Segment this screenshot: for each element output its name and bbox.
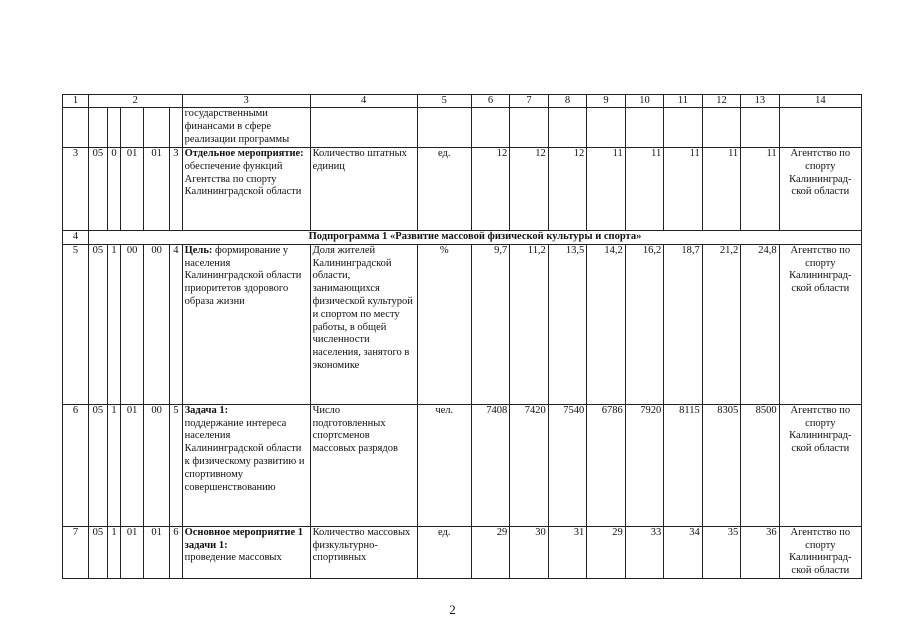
- code-cell: 1: [107, 404, 121, 526]
- header-cell: 2: [89, 95, 183, 108]
- row-number: 6: [63, 404, 89, 526]
- code-cell: 0: [107, 148, 121, 231]
- code-cell: 5: [170, 404, 183, 526]
- value-cell: 8305: [702, 404, 740, 526]
- value-cell: 12: [548, 148, 586, 231]
- value-cell: 6786: [587, 404, 625, 526]
- value-cell: 21,2: [702, 244, 740, 404]
- code-cell: 4: [170, 244, 183, 404]
- code-cell: 01: [121, 148, 144, 231]
- value-cell: 13,5: [548, 244, 586, 404]
- header-cell: 10: [625, 95, 663, 108]
- code-cell: 05: [89, 404, 108, 526]
- header-cell: 5: [417, 95, 471, 108]
- cell-description: государственными финансами в сфере реализации программы: [182, 108, 310, 148]
- cell-description: [182, 404, 310, 526]
- table-row: [63, 231, 862, 245]
- code-cell: 05: [89, 526, 108, 578]
- value-cell: 34: [664, 526, 702, 578]
- value-cell: 31: [548, 526, 586, 578]
- cell-description: [182, 526, 310, 578]
- value-cell: 8500: [741, 404, 779, 526]
- table-row: [63, 108, 862, 148]
- code-cell: 00: [144, 244, 170, 404]
- description-text: поддержание интереса населения Калининградской области к физическому развитию и спортивному совершенствованию: [184, 417, 305, 493]
- value-cell: 12: [471, 148, 509, 231]
- cell-indicator: Количество массовых физкультурно-спортивных: [310, 526, 417, 578]
- code-cell: 01: [121, 526, 144, 578]
- code-cell: 05: [89, 244, 108, 404]
- description-text: проведение массовых: [184, 552, 282, 564]
- header-cell: 13: [741, 95, 779, 108]
- value-cell: 29: [471, 526, 509, 578]
- row-number: 4: [63, 231, 89, 245]
- subprogram-title: Подпрограмма 1 «Развитие массовой физической культуры и спорта»: [89, 231, 862, 245]
- code-cell: 01: [121, 404, 144, 526]
- value-cell: 11: [587, 148, 625, 231]
- value-cell: 30: [510, 526, 548, 578]
- cell-unit: %: [417, 244, 471, 404]
- description-text: обеспечение функций Агентства по спорту Калининградской области: [184, 160, 302, 198]
- header-cell: 14: [779, 95, 861, 108]
- cell-responsible: Агентство по спорту Калининград-ской области: [779, 244, 861, 404]
- value-cell: 24,8: [741, 244, 779, 404]
- cell-indicator: Доля жителей Калининградской области, занимающихся физической культурой и спортом по месту работы, в общей численности населения, занятого в экономике: [310, 244, 417, 404]
- cell-unit: чел.: [417, 404, 471, 526]
- value-cell: 16,2: [625, 244, 663, 404]
- value-cell: 14,2: [587, 244, 625, 404]
- row-number: 3: [63, 148, 89, 231]
- description-label: Основное мероприятие 1 задачи 1:: [184, 526, 303, 551]
- value-cell: 7408: [471, 404, 509, 526]
- header-cell: 3: [182, 95, 310, 108]
- cell-description: [182, 148, 310, 231]
- cell-responsible: Агентство по спорту Калининград-ской области: [779, 404, 861, 526]
- value-cell: 8115: [664, 404, 702, 526]
- cell-indicator: Количество штатных единиц: [310, 148, 417, 231]
- value-cell: 18,7: [664, 244, 702, 404]
- cell-unit: ед.: [417, 148, 471, 231]
- value-cell: 29: [587, 526, 625, 578]
- value-cell: 11: [741, 148, 779, 231]
- description-label: Цель:: [184, 244, 213, 256]
- table-row: [63, 244, 862, 404]
- code-cell: 00: [121, 244, 144, 404]
- code-cell: 3: [170, 148, 183, 231]
- table-row: [63, 526, 862, 578]
- code-cell: 6: [170, 526, 183, 578]
- header-row: [63, 95, 862, 108]
- value-cell: 36: [741, 526, 779, 578]
- code-cell: 00: [144, 404, 170, 526]
- cell-indicator: Число подготовленных спортсменов массовых разрядов: [310, 404, 417, 526]
- value-cell: 35: [702, 526, 740, 578]
- code-cell: 01: [144, 526, 170, 578]
- value-cell: 33: [625, 526, 663, 578]
- code-cell: 01: [144, 148, 170, 231]
- description-label: Задача 1:: [184, 404, 229, 416]
- value-cell: 7420: [510, 404, 548, 526]
- program-indicators-table: [62, 94, 862, 579]
- table-row: [63, 404, 862, 526]
- cell-unit: ед.: [417, 526, 471, 578]
- page-number: 2: [449, 602, 456, 617]
- header-cell: 6: [471, 95, 509, 108]
- header-cell: 12: [702, 95, 740, 108]
- value-cell: 11: [702, 148, 740, 231]
- header-cell: 9: [587, 95, 625, 108]
- value-cell: 7920: [625, 404, 663, 526]
- cell-responsible: Агентство по спорту Калининград-ской области: [779, 526, 861, 578]
- value-cell: 7540: [548, 404, 586, 526]
- header-cell: 11: [664, 95, 702, 108]
- header-cell: 8: [548, 95, 586, 108]
- value-cell: 12: [510, 148, 548, 231]
- value-cell: 11: [625, 148, 663, 231]
- row-number: 5: [63, 244, 89, 404]
- row-number: 7: [63, 526, 89, 578]
- code-cell: 1: [107, 244, 121, 404]
- table-row: [63, 148, 862, 231]
- code-cell: 05: [89, 148, 108, 231]
- header-cell: 1: [63, 95, 89, 108]
- cell-description: [182, 244, 310, 404]
- value-cell: 11,2: [510, 244, 548, 404]
- description-label: Отдельное мероприятие:: [184, 148, 304, 159]
- code-cell: 1: [107, 526, 121, 578]
- cell-responsible: Агентство по спорту Калининград-ской области: [779, 148, 861, 231]
- value-cell: 9,7: [471, 244, 509, 404]
- value-cell: 11: [664, 148, 702, 231]
- header-cell: 7: [510, 95, 548, 108]
- description-text: формирование у населения Калининградской области приоритетов здорового образа жизни: [184, 244, 302, 307]
- header-cell: 4: [310, 95, 417, 108]
